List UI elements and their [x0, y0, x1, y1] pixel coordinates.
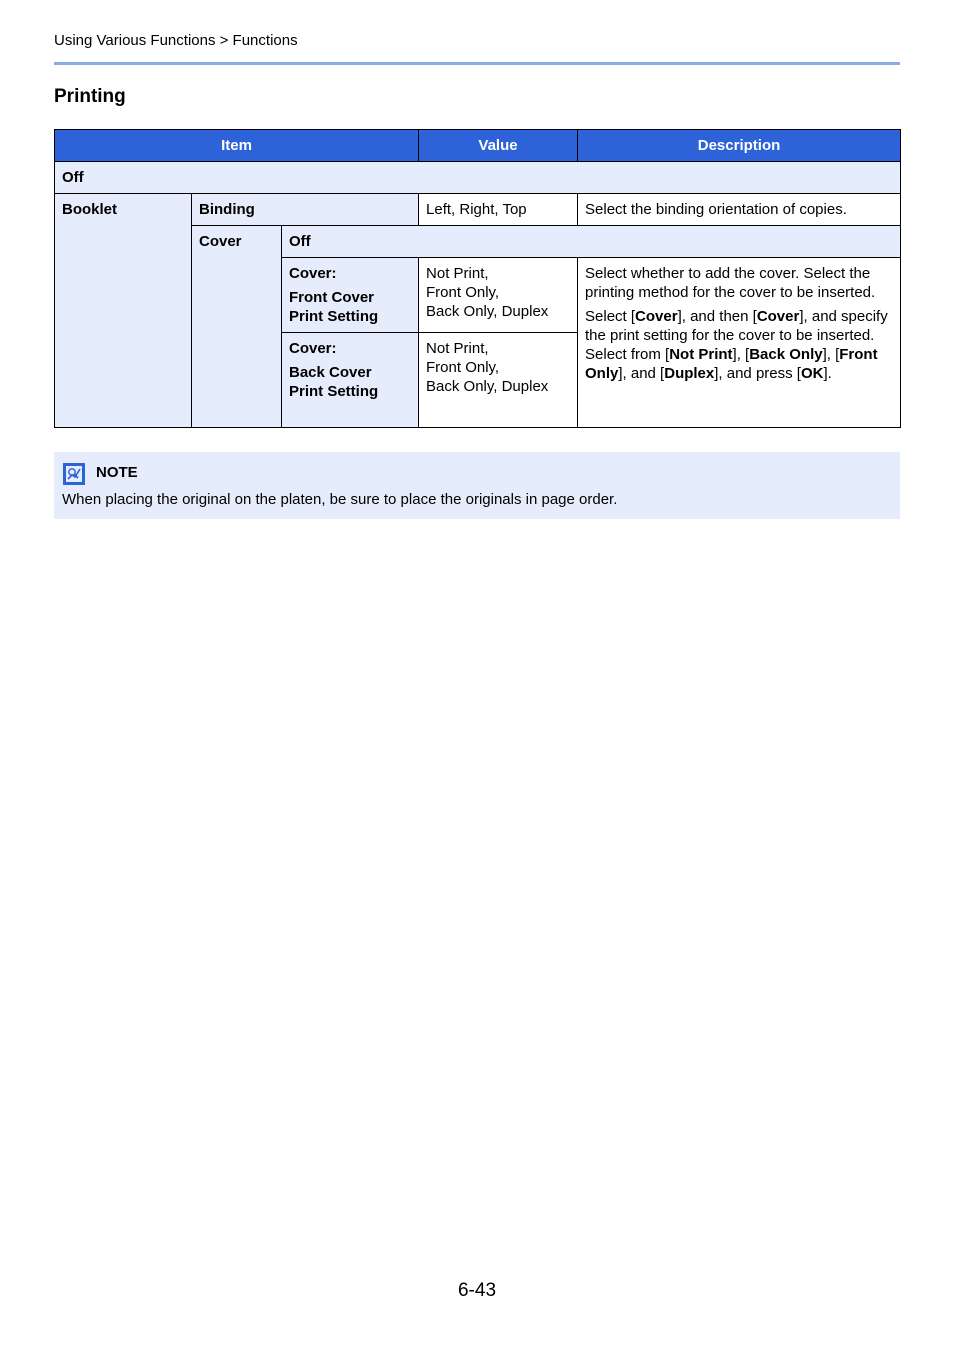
- item-front-cover: [282, 258, 419, 333]
- note-text: When placing the original on the platen, be sure to place the originals in page order.: [62, 491, 618, 508]
- table-row: [55, 194, 901, 226]
- item-cover: Cover: [192, 226, 282, 428]
- header-description: Description: [578, 130, 901, 162]
- front-cover-label-3: Print Setting: [289, 308, 379, 325]
- item-booklet: Booklet: [55, 194, 192, 428]
- cover-off: Off: [282, 226, 901, 258]
- back-cover-label-1: Cover:: [289, 340, 337, 357]
- note-title: NOTE: [96, 464, 138, 481]
- header-rule: [54, 62, 900, 65]
- binding-value: Left, Right, Top: [419, 194, 578, 226]
- item-back-cover: [282, 333, 419, 428]
- back-cover-value: Not Print, Front Only, Back Only, Duplex: [419, 333, 578, 428]
- front-cover-label-1: Cover:: [289, 265, 337, 282]
- page-number: 6-43: [457, 1280, 497, 1301]
- table-header-row: [55, 130, 901, 162]
- settings-table: [54, 129, 901, 428]
- cover-description-para1: Select whether to add the cover. Select the printing method for the cover to be inserted.: [585, 265, 876, 301]
- item-binding: Binding: [192, 194, 419, 226]
- cover-description: [578, 258, 901, 428]
- section-title: Printing: [54, 86, 126, 107]
- note-box: [54, 452, 900, 519]
- note-icon: [63, 463, 85, 485]
- front-cover-value: Not Print, Front Only, Back Only, Duplex: [419, 258, 578, 333]
- header-value: Value: [419, 130, 578, 162]
- header-item: Item: [55, 130, 419, 162]
- back-cover-label-3: Print Setting: [289, 383, 379, 400]
- row-off: Off: [55, 162, 901, 194]
- front-cover-label-2: Front Cover: [289, 289, 375, 306]
- cover-description-para2: Select [Cover], and then [Cover], and specify the print setting for the cover to be inserted. Select from [Not Print], [Back Only], [Front Only], and [Duplex], and press [OK].: [585, 308, 888, 382]
- table-row: [55, 162, 901, 194]
- back-cover-label-2: Back Cover: [289, 364, 372, 381]
- breadcrumb: Using Various Functions > Functions: [54, 32, 298, 49]
- binding-description: Select the binding orientation of copies.: [578, 194, 901, 226]
